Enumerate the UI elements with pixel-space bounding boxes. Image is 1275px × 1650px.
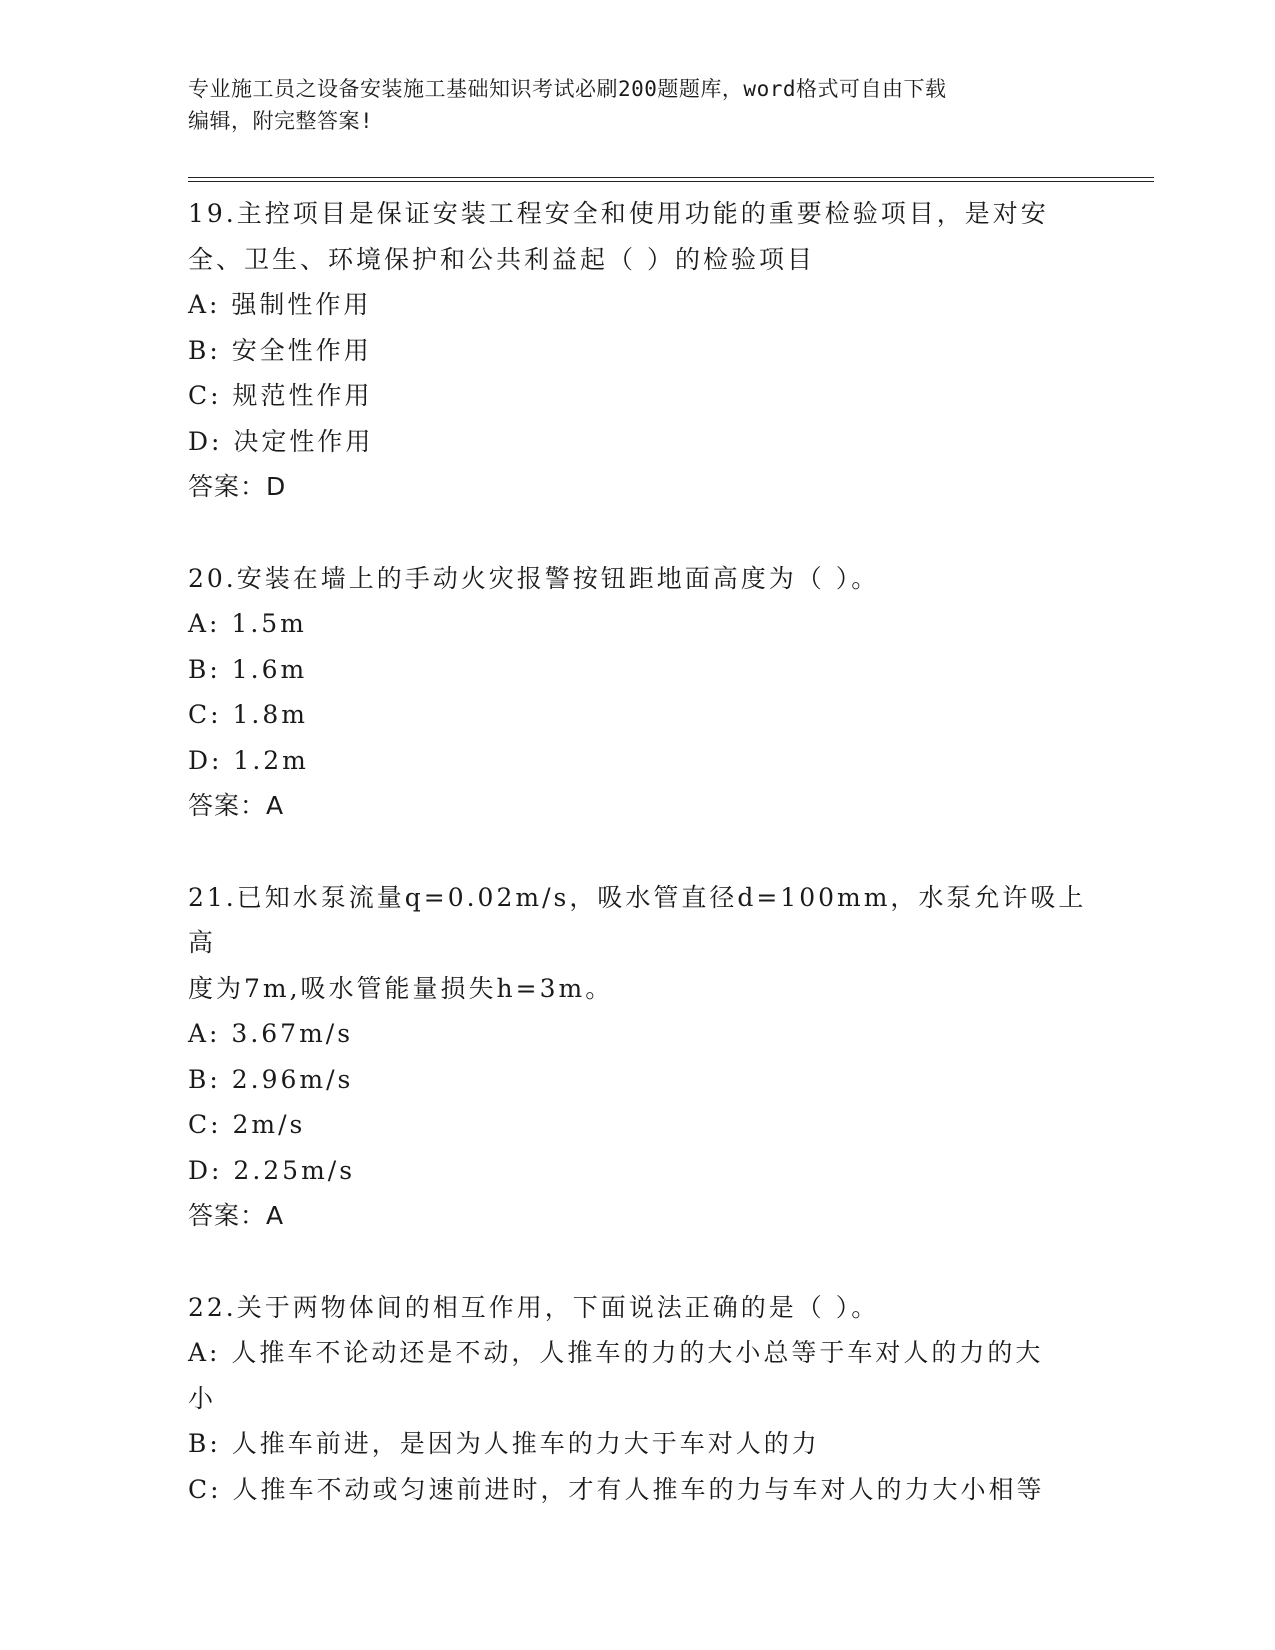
option-a: A: 3.67m/s <box>188 1019 354 1048</box>
answer-line: 答案：A <box>188 791 285 820</box>
option-a: A: 人推车不论动还是不动，人推车的力的大小总等于车对人的力的大 <box>188 1338 1044 1367</box>
option-a: A: 1.5m <box>188 609 307 638</box>
option-b: B: 人推车前进，是因为人推车的力大于车对人的力 <box>188 1429 820 1458</box>
question-spacer <box>188 1239 1088 1285</box>
option-c: C: 1.8m <box>188 700 308 729</box>
question-list <box>188 191 1088 1512</box>
document-header <box>188 73 1068 137</box>
option-b: B: 2.96m/s <box>188 1064 354 1094</box>
question-stem-line: 20.安装在墙上的手动火灾报警按钮距地面高度为（ ）。 <box>188 563 880 593</box>
option-b: B: 安全性作用 <box>188 335 372 365</box>
question-20 <box>188 556 1088 829</box>
option-c: C: 2m/s <box>188 1110 306 1139</box>
option-d: D: 2.25m/s <box>188 1155 356 1185</box>
header-divider-top <box>188 177 1154 178</box>
question-21 <box>188 875 1088 1239</box>
option-b: B: 1.6m <box>188 654 308 684</box>
question-19 <box>188 191 1088 510</box>
question-stem-line: 度为7m,吸水管能量损失h=3m。 <box>188 973 614 1003</box>
question-spacer <box>188 510 1088 556</box>
question-stem-line: 全、卫生、环境保护和公共利益起（ ）的检验项目 <box>188 244 815 274</box>
option-c: C: 人推车不动或匀速前进时，才有人推车的力与车对人的力大小相等 <box>188 1474 1045 1504</box>
question-22 <box>188 1285 1088 1513</box>
answer-line: 答案：D <box>188 472 287 501</box>
option-c: C: 规范性作用 <box>188 381 373 410</box>
answer-line: 答案：A <box>188 1201 285 1230</box>
question-stem-line: 21.已知水泵流量q=0.02m/s，吸水管直径d=100mm，水泵允许吸上高 <box>188 882 1087 957</box>
question-stem-line: 19.主控项目是保证安装工程安全和使用功能的重要检验项目，是对安 <box>188 199 1049 228</box>
option-d: D: 1.2m <box>188 745 309 775</box>
option-a-continued: 小 <box>188 1383 217 1413</box>
question-stem-line: 22.关于两物体间的相互作用，下面说法正确的是（ ）。 <box>188 1292 880 1322</box>
option-a: A: 强制性作用 <box>188 290 372 319</box>
header-title-line-2: 编辑，附完整答案! <box>188 109 374 133</box>
option-d: D: 决定性作用 <box>188 426 374 456</box>
header-title-line-1: 专业施工员之设备安装施工基础知识考试必刷200题题库，word格式可自由下载 <box>188 77 947 101</box>
header-divider-bottom <box>188 181 1154 182</box>
question-spacer <box>188 829 1088 875</box>
